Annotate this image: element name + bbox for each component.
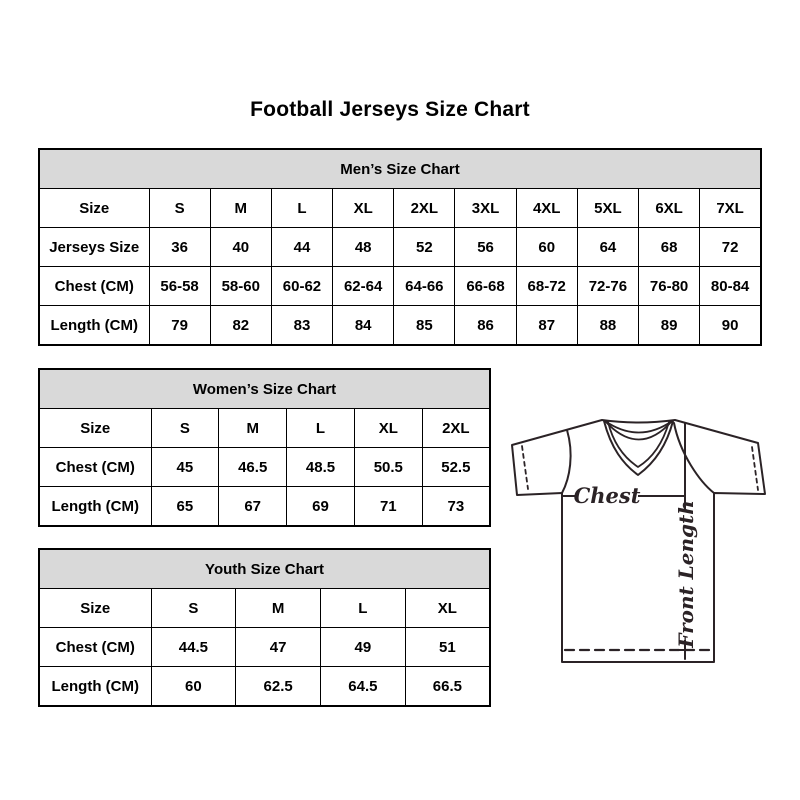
- size-value-cell: 80-84: [700, 267, 761, 306]
- size-value-cell: 67: [219, 487, 287, 527]
- size-value-cell: 71: [354, 487, 422, 527]
- size-header-cell: XL: [405, 589, 490, 628]
- jersey-outline: [512, 420, 765, 662]
- size-header-cell: 2XL: [422, 409, 490, 448]
- size-value-cell: 64: [577, 228, 638, 267]
- table-row: [39, 306, 761, 346]
- row-label: Chest (CM): [39, 267, 149, 306]
- size-header-cell: XL: [333, 189, 394, 228]
- size-value-cell: 64-66: [394, 267, 455, 306]
- size-header-cell: L: [287, 409, 355, 448]
- page-title: Football Jerseys Size Chart: [250, 98, 530, 121]
- table-row: [39, 409, 490, 448]
- size-value-cell: 69: [287, 487, 355, 527]
- size-value-cell: 52.5: [422, 448, 490, 487]
- size-header-cell: L: [271, 189, 332, 228]
- size-value-cell: 49: [321, 628, 406, 667]
- size-value-cell: 79: [149, 306, 210, 346]
- size-value-cell: 72-76: [577, 267, 638, 306]
- row-label: Size: [39, 189, 149, 228]
- size-value-cell: 44: [271, 228, 332, 267]
- size-header-cell: 2XL: [394, 189, 455, 228]
- size-value-cell: 50.5: [354, 448, 422, 487]
- size-value-cell: 73: [422, 487, 490, 527]
- table-title: Women’s Size Chart: [39, 369, 490, 409]
- size-header-cell: 7XL: [700, 189, 761, 228]
- table-row: [39, 628, 490, 667]
- table-row: [39, 589, 490, 628]
- size-value-cell: 84: [333, 306, 394, 346]
- size-value-cell: 76-80: [639, 267, 700, 306]
- size-value-cell: 89: [639, 306, 700, 346]
- table-title: Youth Size Chart: [39, 549, 490, 589]
- table-row: [39, 667, 490, 707]
- size-value-cell: 68-72: [516, 267, 577, 306]
- size-value-cell: 56: [455, 228, 516, 267]
- size-value-cell: 58-60: [210, 267, 271, 306]
- size-value-cell: 48.5: [287, 448, 355, 487]
- row-label: Size: [39, 589, 151, 628]
- size-header-cell: S: [151, 589, 236, 628]
- size-value-cell: 60: [151, 667, 236, 707]
- size-header-cell: S: [151, 409, 219, 448]
- size-header-cell: 6XL: [639, 189, 700, 228]
- jersey-measurement-diagram: [502, 402, 778, 678]
- size-value-cell: 87: [516, 306, 577, 346]
- size-value-cell: 83: [271, 306, 332, 346]
- row-label: Size: [39, 409, 151, 448]
- size-value-cell: 72: [700, 228, 761, 267]
- size-header-cell: L: [321, 589, 406, 628]
- row-label: Length (CM): [39, 306, 149, 346]
- table-row: [39, 487, 490, 527]
- size-header-cell: M: [236, 589, 321, 628]
- table-row: [39, 448, 490, 487]
- size-header-cell: 5XL: [577, 189, 638, 228]
- row-label: Jerseys Size: [39, 228, 149, 267]
- size-value-cell: 66-68: [455, 267, 516, 306]
- chest-label: Chest: [573, 483, 641, 508]
- row-label: Chest (CM): [39, 628, 151, 667]
- table-row: [39, 228, 761, 267]
- size-value-cell: 51: [405, 628, 490, 667]
- size-value-cell: 44.5: [151, 628, 236, 667]
- size-header-cell: M: [210, 189, 271, 228]
- front-length-label: Front Length: [674, 500, 698, 648]
- size-value-cell: 82: [210, 306, 271, 346]
- size-header-cell: 3XL: [455, 189, 516, 228]
- size-value-cell: 66.5: [405, 667, 490, 707]
- size-value-cell: 45: [151, 448, 219, 487]
- size-value-cell: 68: [639, 228, 700, 267]
- size-header-cell: XL: [354, 409, 422, 448]
- size-value-cell: 62-64: [333, 267, 394, 306]
- size-value-cell: 40: [210, 228, 271, 267]
- size-value-cell: 90: [700, 306, 761, 346]
- mens-size-table: [38, 148, 762, 346]
- size-value-cell: 36: [149, 228, 210, 267]
- table-row: [39, 267, 761, 306]
- row-label: Chest (CM): [39, 448, 151, 487]
- size-value-cell: 60: [516, 228, 577, 267]
- size-value-cell: 64.5: [321, 667, 406, 707]
- size-header-cell: M: [219, 409, 287, 448]
- size-value-cell: 85: [394, 306, 455, 346]
- row-label: Length (CM): [39, 667, 151, 707]
- size-value-cell: 48: [333, 228, 394, 267]
- size-header-cell: 4XL: [516, 189, 577, 228]
- size-value-cell: 47: [236, 628, 321, 667]
- size-value-cell: 60-62: [271, 267, 332, 306]
- table-title: Men’s Size Chart: [39, 149, 761, 189]
- size-value-cell: 65: [151, 487, 219, 527]
- womens-size-table: [38, 368, 491, 527]
- size-value-cell: 88: [577, 306, 638, 346]
- size-value-cell: 56-58: [149, 267, 210, 306]
- size-header-cell: S: [149, 189, 210, 228]
- size-value-cell: 62.5: [236, 667, 321, 707]
- row-label: Length (CM): [39, 487, 151, 527]
- size-value-cell: 46.5: [219, 448, 287, 487]
- size-value-cell: 52: [394, 228, 455, 267]
- size-value-cell: 86: [455, 306, 516, 346]
- table-row: [39, 189, 761, 228]
- youth-size-table: [38, 548, 491, 707]
